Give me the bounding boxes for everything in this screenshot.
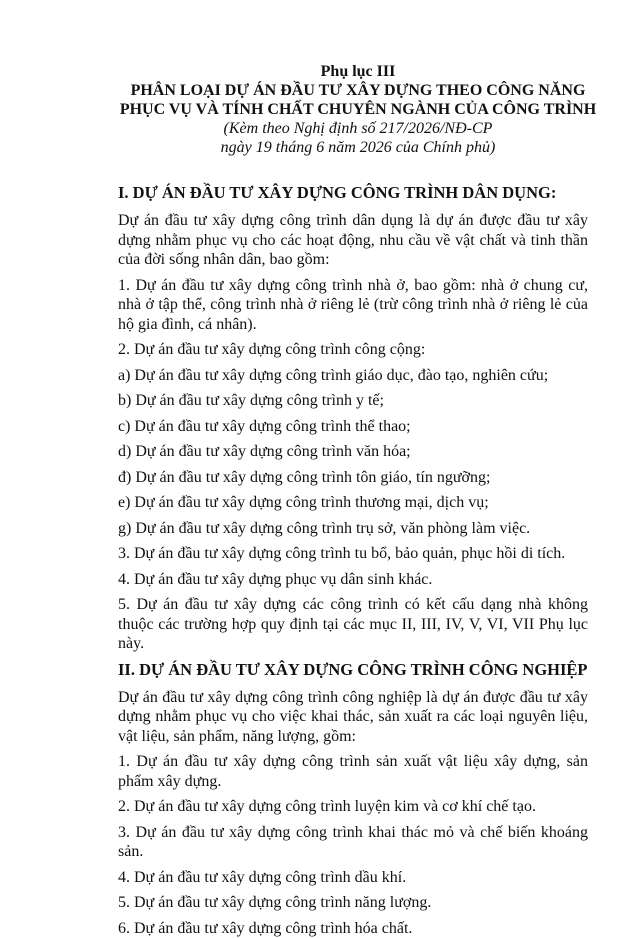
section-2-item: 2. Dự án đầu tư xây dựng công trình luyện kim và cơ khí chế tạo.: [118, 797, 588, 817]
section-1-item: d) Dự án đầu tư xây dựng công trình văn hóa;: [118, 442, 588, 462]
section-1-item: 1. Dự án đầu tư xây dựng công trình nhà ở, bao gồm: nhà ở chung cư, nhà ở tập thể, công trình nhà ở riêng lẻ (trừ công trình nhà ở riêng lẻ của hộ gia đình, cá nhân).: [118, 276, 588, 335]
section-2-item: 3. Dự án đầu tư xây dựng công trình khai thác mỏ và chế biến khoáng sản.: [118, 823, 588, 862]
decree-line-1: (Kèm theo Nghị định số 217/2026/NĐ-CP: [118, 119, 598, 138]
section-2-item: 4. Dự án đầu tư xây dựng công trình dầu khí.: [118, 868, 588, 888]
section-1-heading: I. DỰ ÁN ĐẦU TƯ XÂY DỰNG CÔNG TRÌNH DÂN DỤNG:: [118, 183, 588, 203]
title-line-1: PHÂN LOẠI DỰ ÁN ĐẦU TƯ XÂY DỰNG THEO CÔNG NĂNG: [118, 81, 598, 100]
section-1-item: 3. Dự án đầu tư xây dựng công trình tu bổ, bảo quản, phục hồi di tích.: [118, 544, 588, 564]
section-1-item: g) Dự án đầu tư xây dựng công trình trụ sở, văn phòng làm việc.: [118, 519, 588, 539]
section-1-item: b) Dự án đầu tư xây dựng công trình y tế;: [118, 391, 588, 411]
section-2-item: 1. Dự án đầu tư xây dựng công trình sản xuất vật liệu xây dựng, sản phẩm xây dựng.: [118, 752, 588, 791]
section-1-item: 5. Dự án đầu tư xây dựng các công trình có kết cấu dạng nhà không thuộc các trường hợp quy định tại các mục II, III, IV, V, VI, VII Phụ lục này.: [118, 595, 588, 654]
section-1-item: c) Dự án đầu tư xây dựng công trình thể thao;: [118, 417, 588, 437]
section-1-intro: Dự án đầu tư xây dựng công trình dân dụng là dự án được đầu tư xây dựng nhằm phục vụ cho các hoạt động, nhu cầu về vật chất và tinh thần của đời sống nhân dân, bao gồm:: [118, 211, 588, 270]
decree-line-2: ngày 19 tháng 6 năm 2026 của Chính phủ): [118, 138, 598, 157]
title-line-2: PHỤC VỤ VÀ TÍNH CHẤT CHUYÊN NGÀNH CỦA CÔNG TRÌNH: [118, 100, 598, 119]
section-2-item: 5. Dự án đầu tư xây dựng công trình năng lượng.: [118, 893, 588, 913]
section-1-item: đ) Dự án đầu tư xây dựng công trình tôn giáo, tín ngưỡng;: [118, 468, 588, 488]
section-2-intro: Dự án đầu tư xây dựng công trình công nghiệp là dự án được đầu tư xây dựng nhằm phục vụ cho việc khai thác, sản xuất ra các loại nguyên liệu, vật liệu, sản phẩm, năng lượng, gồm:: [118, 688, 588, 747]
section-1-item: 2. Dự án đầu tư xây dựng công trình công cộng:: [118, 340, 588, 360]
section-1-item: a) Dự án đầu tư xây dựng công trình giáo dục, đào tạo, nghiên cứu;: [118, 366, 588, 386]
appendix-label: Phụ lục III: [118, 62, 598, 81]
section-2-item: 6. Dự án đầu tư xây dựng công trình hóa chất.: [118, 919, 588, 938]
section-1-item: 4. Dự án đầu tư xây dựng phục vụ dân sinh khác.: [118, 570, 588, 590]
section-2-heading: II. DỰ ÁN ĐẦU TƯ XÂY DỰNG CÔNG TRÌNH CÔNG NGHIỆP: [118, 660, 588, 680]
section-1-item: e) Dự án đầu tư xây dựng công trình thương mại, dịch vụ;: [118, 493, 588, 513]
document-header: [118, 62, 598, 157]
